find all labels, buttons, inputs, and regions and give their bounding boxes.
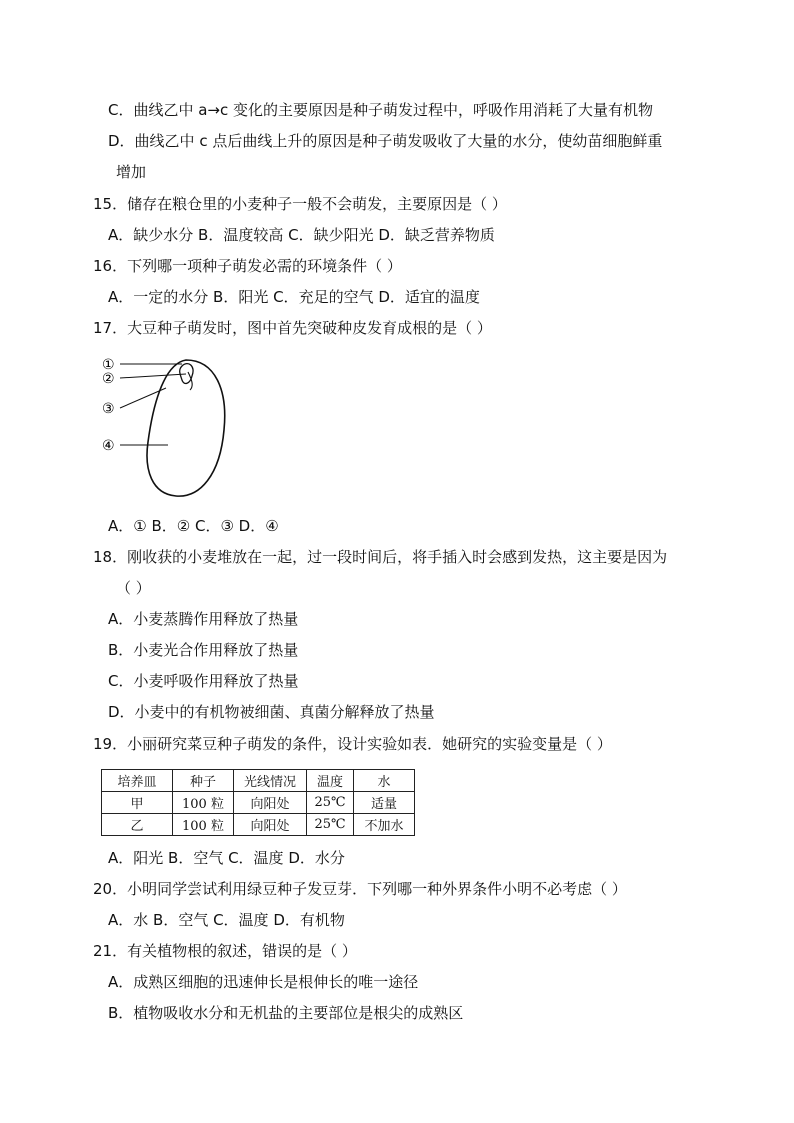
- question-15: 15．储存在粮仓里的小麦种子一般不会萌发，主要原因是（ ）: [93, 195, 507, 213]
- q16-options: A．一定的水分 B．阳光 C．充足的空气 D．适宜的温度: [108, 288, 480, 306]
- table-cell: 向阳处: [234, 792, 307, 814]
- pointer-2: [120, 374, 186, 378]
- table-cell: 25℃: [307, 814, 354, 836]
- table-header-cell: 培养皿: [102, 770, 173, 792]
- label-1: ①: [102, 357, 115, 373]
- table-header-cell: 光线情况: [234, 770, 307, 792]
- q14-option-d-continued: 增加: [116, 163, 147, 181]
- q17-options: A．① B．② C．③ D．④: [108, 517, 279, 535]
- q21-option-b: B．植物吸收水分和无机盐的主要部位是根尖的成熟区: [108, 1004, 464, 1022]
- experiment-table: [101, 769, 415, 836]
- question-19: 19．小丽研究菜豆种子萌发的条件，设计实验如表．她研究的实验变量是（ ）: [93, 735, 612, 753]
- question-18: 18．刚收获的小麦堆放在一起，过一段时间后，将手插入时会感到发热，这主要是因为: [93, 548, 668, 566]
- q21-option-a: A．成熟区细胞的迅速伸长是根伸长的唯一途径: [108, 973, 419, 991]
- table-header-cell: 温度: [307, 770, 354, 792]
- q14-option-d: D．曲线乙中 c 点后曲线上升的原因是种子萌发吸收了大量的水分，使幼苗细胞鲜重: [108, 132, 663, 150]
- table-cell: 甲: [102, 792, 173, 814]
- question-16: 16．下列哪一项种子萌发必需的环境条件（ ）: [93, 257, 402, 275]
- table-header-row: [102, 770, 415, 792]
- q18-option-d: D．小麦中的有机物被细菌、真菌分解释放了热量: [108, 703, 435, 721]
- question-20: 20．小明同学尝试利用绿豆种子发豆芽．下列哪一种外界条件小明不必考虑（ ）: [93, 880, 627, 898]
- label-3: ③: [102, 401, 115, 417]
- table-cell: 适量: [354, 792, 415, 814]
- q19-options: A．阳光 B．空气 C．温度 D．水分: [108, 849, 345, 867]
- table-header-cell: 种子: [173, 770, 234, 792]
- q20-options: A．水 B．空气 C．温度 D．有机物: [108, 911, 345, 929]
- table-row: [102, 814, 415, 836]
- table-cell: 25℃: [307, 792, 354, 814]
- q14-option-c: C．曲线乙中 a→c 变化的主要原因是种子萌发过程中，呼吸作用消耗了大量有机物: [108, 101, 654, 119]
- table-cell: 100 粒: [173, 792, 234, 814]
- label-4: ④: [102, 438, 115, 454]
- q18-option-c: C．小麦呼吸作用释放了热量: [108, 672, 299, 690]
- pointer-3: [120, 388, 166, 408]
- table-cell: 向阳处: [234, 814, 307, 836]
- label-2: ②: [102, 371, 115, 387]
- q15-options: A．缺少水分 B．温度较高 C．缺少阳光 D．缺乏营养物质: [108, 226, 495, 244]
- table-cell: 乙: [102, 814, 173, 836]
- table-cell: 不加水: [354, 814, 415, 836]
- question-18-continued: （ ）: [116, 579, 151, 597]
- table-header-cell: 水: [354, 770, 415, 792]
- q18-option-a: A．小麦蒸腾作用释放了热量: [108, 610, 299, 628]
- question-17: 17．大豆种子萌发时，图中首先突破种皮发育成根的是（ ）: [93, 319, 492, 337]
- table-row: [102, 792, 415, 814]
- table-cell: 100 粒: [173, 814, 234, 836]
- question-21: 21．有关植物根的叙述，错误的是（ ）: [93, 942, 357, 960]
- soybean-seed-figure: [100, 350, 240, 505]
- q18-option-b: B．小麦光合作用释放了热量: [108, 641, 299, 659]
- seed-outline: [147, 360, 225, 496]
